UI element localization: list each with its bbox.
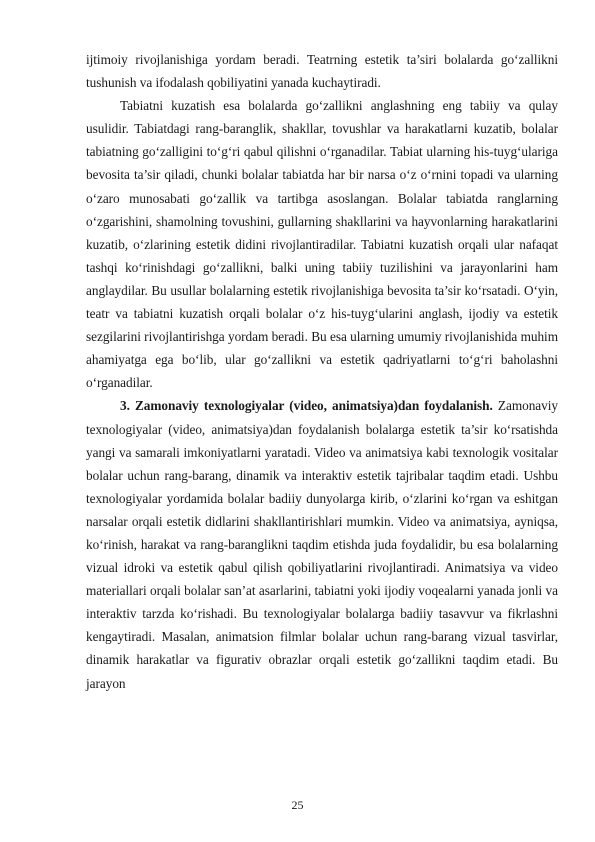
document-body [86,48,558,695]
paragraph-1-text: ijtimoiy rivojlanishiga yordam beradi. Teatrning estetik ta’siri bolalarda go‘zallikni tushunish va ifodalash qobiliyatini yanada kuchaytiradi. [86,52,558,91]
paragraph-3 [86,394,558,694]
paragraph-1 [86,48,558,94]
paragraph-3-text: Zamonaviy texnologiyalar (video, animatsiya)dan foydalanish bolalarga estetik ta’sir ko‘rsatishda yangi va samarali imkoniyatlarni yaratadi. Video va animatsiya kabi texnologik vositalar bolalar uchun rang-barang, dinamik va interaktiv estetik tajribalar taqdim etadi. Ushbu texnologiyalar yordamida bolalar badiiy dunyolarga kirib, o‘zlarini ko‘rgan va eshitgan narsalar orqali estetik didlarini shakllantirishlari mumkin. Video va animatsiya, ayniqsa, ko‘rinish, harakat va rang-baranglikni taqdim etishda juda foydalidir, bu esa bolalarning vizual idroki va estetik qabul qilish qobiliyatlarini rivojlantiradi. Animatsiya va video materiallari orqali bolalar san’at asarlarini, tabiatni yoki ijodiy voqealarni yanada jonli va interaktiv tarzda ko‘rishadi. Bu texnologiyalar bolalarga badiiy tasavvur va fikrlashni kengaytiradi. Masalan, animatsion filmlar bolalar uchun rang-barang vizual tasvirlar, dinamik harakatlar va figurativ obrazlar orqali estetik go‘zallikni taqdim etadi. Bu jarayon [86,398,558,691]
section-heading: 3. Zamonaviy texnologiyalar (video, animatsiya)dan foydalanish. [120,398,493,414]
paragraph-2 [86,94,558,394]
page-number: 25 [291,798,304,812]
paragraph-2-text: Tabiatni kuzatish esa bolalarda go‘zallikni anglashning eng tabiiy va qulay usulidir. Tabiatdagi rang-baranglik, shakllar, tovushlar va harakatlarni kuzatib, bolalar tabiatning go‘zalligini to‘g‘ri qabul qilishni o‘rganadilar. Tabiat ularning his-tuyg‘ulariga bevosita ta’sir qiladi, chunki bolalar tabiatda har bir narsa o‘z o‘rnini topadi va ularning o‘zaro munosabati go‘zallik va tartibga asoslangan. Bolalar tabiatda ranglarning o‘zgarishini, shamolning tovushini, gullarning shakllarini va hayvonlarning harakatlarini kuzatib, o‘zlarining estetik didini rivojlantiradilar. Tabiatni kuzatish orqali ular nafaqat tashqi ko‘rinishdagi go‘zallikni, balki uning tabiiy tuzilishini va jarayonlarini ham anglaydilar. Bu usullar bolalarning estetik rivojlanishiga bevosita ta’sir ko‘rsatadi. O‘yin, teatr va tabiatni kuzatish orqali bolalar o‘z his-tuyg‘ularini anglash, ijodiy va estetik sezgilarini rivojlantirishga yordam beradi. Bu esa ularning umumiy rivojlanishida muhim ahamiyatga ega bo‘lib, ular go‘zallikni va estetik qadriyatlarni to‘g‘ri baholashni o‘rganadilar. [86,98,558,391]
